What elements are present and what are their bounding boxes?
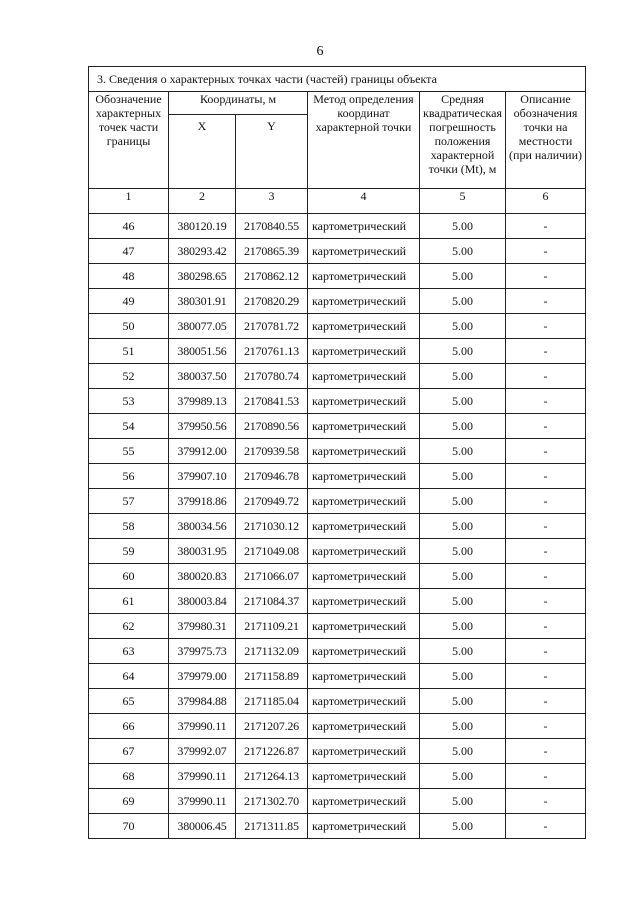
y-coordinate-cell: 2171158.89 [236, 664, 308, 689]
x-coordinate-cell: 379979.00 [169, 664, 236, 689]
x-coordinate-cell: 379918.86 [169, 489, 236, 514]
error-cell: 5.00 [420, 489, 506, 514]
table-row [89, 614, 586, 639]
section-title: 3. Сведения о характерных точках части (частей) границы объекта [89, 67, 586, 92]
error-cell: 5.00 [420, 364, 506, 389]
y-coordinate-cell: 2171264.13 [236, 764, 308, 789]
point-id-cell: 64 [89, 664, 169, 689]
point-id-cell: 52 [89, 364, 169, 389]
x-coordinate-cell: 379984.88 [169, 689, 236, 714]
table-body [89, 214, 586, 839]
error-cell: 5.00 [420, 239, 506, 264]
boundary-points-table [88, 66, 586, 839]
error-cell: 5.00 [420, 339, 506, 364]
error-cell: 5.00 [420, 314, 506, 339]
point-id-cell: 57 [89, 489, 169, 514]
point-id-cell: 70 [89, 814, 169, 839]
description-cell: - [506, 239, 586, 264]
y-coordinate-cell: 2171132.09 [236, 639, 308, 664]
header-error: Средняя квадратическая погрешность положения характерной точки (Mt), м [420, 92, 506, 189]
y-coordinate-cell: 2171302.70 [236, 789, 308, 814]
point-id-cell: 68 [89, 764, 169, 789]
table-row [89, 389, 586, 414]
description-cell: - [506, 564, 586, 589]
method-cell: картометрический [308, 339, 420, 364]
table-row [89, 464, 586, 489]
point-id-cell: 63 [89, 639, 169, 664]
table-row [89, 489, 586, 514]
error-cell: 5.00 [420, 264, 506, 289]
table-row [89, 789, 586, 814]
description-cell: - [506, 214, 586, 239]
x-coordinate-cell: 380077.05 [169, 314, 236, 339]
table-row [89, 689, 586, 714]
x-coordinate-cell: 379990.11 [169, 714, 236, 739]
table-row [89, 214, 586, 239]
table-row [89, 664, 586, 689]
x-coordinate-cell: 380003.84 [169, 589, 236, 614]
description-cell: - [506, 739, 586, 764]
header-method: Метод определения координат характерной точки [308, 92, 420, 189]
x-coordinate-cell: 380120.19 [169, 214, 236, 239]
point-id-cell: 51 [89, 339, 169, 364]
table-row [89, 339, 586, 364]
column-number: 2 [169, 189, 236, 214]
error-cell: 5.00 [420, 439, 506, 464]
table-row [89, 314, 586, 339]
header-point: Обозначение характерных точек части границы [89, 92, 169, 189]
description-cell: - [506, 539, 586, 564]
x-coordinate-cell: 379990.11 [169, 764, 236, 789]
table-row [89, 239, 586, 264]
y-coordinate-cell: 2170780.74 [236, 364, 308, 389]
table-row [89, 414, 586, 439]
y-coordinate-cell: 2171207.26 [236, 714, 308, 739]
description-cell: - [506, 439, 586, 464]
y-coordinate-cell: 2171311.85 [236, 814, 308, 839]
y-coordinate-cell: 2171226.87 [236, 739, 308, 764]
method-cell: картометрический [308, 764, 420, 789]
point-id-cell: 55 [89, 439, 169, 464]
description-cell: - [506, 339, 586, 364]
point-id-cell: 60 [89, 564, 169, 589]
y-coordinate-cell: 2171185.04 [236, 689, 308, 714]
point-id-cell: 65 [89, 689, 169, 714]
page-number: 6 [316, 44, 324, 59]
y-coordinate-cell: 2170761.13 [236, 339, 308, 364]
method-cell: картометрический [308, 314, 420, 339]
column-number: 5 [420, 189, 506, 214]
description-cell: - [506, 414, 586, 439]
y-coordinate-cell: 2171066.07 [236, 564, 308, 589]
y-coordinate-cell: 2170840.55 [236, 214, 308, 239]
point-id-cell: 47 [89, 239, 169, 264]
description-cell: - [506, 614, 586, 639]
description-cell: - [506, 364, 586, 389]
error-cell: 5.00 [420, 589, 506, 614]
point-id-cell: 66 [89, 714, 169, 739]
x-coordinate-cell: 380031.95 [169, 539, 236, 564]
error-cell: 5.00 [420, 614, 506, 639]
method-cell: картометрический [308, 489, 420, 514]
point-id-cell: 58 [89, 514, 169, 539]
column-number: 1 [89, 189, 169, 214]
description-cell: - [506, 289, 586, 314]
method-cell: картометрический [308, 239, 420, 264]
x-coordinate-cell: 379990.11 [169, 789, 236, 814]
column-number: 3 [236, 189, 308, 214]
table-row [89, 764, 586, 789]
table-row [89, 814, 586, 839]
method-cell: картометрический [308, 264, 420, 289]
description-cell: - [506, 514, 586, 539]
error-cell: 5.00 [420, 539, 506, 564]
description-cell: - [506, 489, 586, 514]
description-cell: - [506, 589, 586, 614]
method-cell: картометрический [308, 639, 420, 664]
y-coordinate-cell: 2170841.53 [236, 389, 308, 414]
y-coordinate-cell: 2171049.08 [236, 539, 308, 564]
point-id-cell: 46 [89, 214, 169, 239]
description-cell: - [506, 789, 586, 814]
x-coordinate-cell: 380051.56 [169, 339, 236, 364]
y-coordinate-cell: 2170890.56 [236, 414, 308, 439]
y-coordinate-cell: 2170939.58 [236, 439, 308, 464]
x-coordinate-cell: 380298.65 [169, 264, 236, 289]
x-coordinate-cell: 380301.91 [169, 289, 236, 314]
y-coordinate-cell: 2170865.39 [236, 239, 308, 264]
table-row [89, 364, 586, 389]
x-coordinate-cell: 379992.07 [169, 739, 236, 764]
method-cell: картометрический [308, 414, 420, 439]
x-coordinate-cell: 379912.00 [169, 439, 236, 464]
method-cell: картометрический [308, 789, 420, 814]
x-coordinate-cell: 379950.56 [169, 414, 236, 439]
header-coordinates: Координаты, м [169, 92, 308, 115]
method-cell: картометрический [308, 614, 420, 639]
description-cell: - [506, 389, 586, 414]
point-id-cell: 48 [89, 264, 169, 289]
header-y: Y [236, 115, 308, 189]
error-cell: 5.00 [420, 414, 506, 439]
description-cell: - [506, 714, 586, 739]
description-cell: - [506, 264, 586, 289]
table-row [89, 639, 586, 664]
method-cell: картометрический [308, 664, 420, 689]
method-cell: картометрический [308, 439, 420, 464]
description-cell: - [506, 314, 586, 339]
table-row [89, 714, 586, 739]
description-cell: - [506, 814, 586, 839]
table-row [89, 539, 586, 564]
method-cell: картометрический [308, 364, 420, 389]
y-coordinate-cell: 2170862.12 [236, 264, 308, 289]
method-cell: картометрический [308, 214, 420, 239]
point-id-cell: 69 [89, 789, 169, 814]
point-id-cell: 62 [89, 614, 169, 639]
error-cell: 5.00 [420, 714, 506, 739]
method-cell: картометрический [308, 289, 420, 314]
method-cell: картометрический [308, 739, 420, 764]
method-cell: картометрический [308, 389, 420, 414]
description-cell: - [506, 639, 586, 664]
error-cell: 5.00 [420, 689, 506, 714]
method-cell: картометрический [308, 539, 420, 564]
error-cell: 5.00 [420, 664, 506, 689]
header-x: X [169, 115, 236, 189]
y-coordinate-cell: 2171030.12 [236, 514, 308, 539]
table-row [89, 564, 586, 589]
error-cell: 5.00 [420, 514, 506, 539]
error-cell: 5.00 [420, 289, 506, 314]
method-cell: картометрический [308, 814, 420, 839]
y-coordinate-cell: 2171084.37 [236, 589, 308, 614]
point-id-cell: 53 [89, 389, 169, 414]
x-coordinate-cell: 380020.83 [169, 564, 236, 589]
point-id-cell: 50 [89, 314, 169, 339]
error-cell: 5.00 [420, 814, 506, 839]
y-coordinate-cell: 2170949.72 [236, 489, 308, 514]
error-cell: 5.00 [420, 564, 506, 589]
table-row [89, 589, 586, 614]
column-number: 6 [506, 189, 586, 214]
error-cell: 5.00 [420, 389, 506, 414]
description-cell: - [506, 689, 586, 714]
method-cell: картометрический [308, 514, 420, 539]
error-cell: 5.00 [420, 214, 506, 239]
error-cell: 5.00 [420, 639, 506, 664]
method-cell: картометрический [308, 464, 420, 489]
point-id-cell: 49 [89, 289, 169, 314]
table-row [89, 514, 586, 539]
x-coordinate-cell: 379975.73 [169, 639, 236, 664]
point-id-cell: 59 [89, 539, 169, 564]
error-cell: 5.00 [420, 789, 506, 814]
y-coordinate-cell: 2170781.72 [236, 314, 308, 339]
y-coordinate-cell: 2170946.78 [236, 464, 308, 489]
description-cell: - [506, 464, 586, 489]
description-cell: - [506, 664, 586, 689]
x-coordinate-cell: 379980.31 [169, 614, 236, 639]
error-cell: 5.00 [420, 464, 506, 489]
table-row [89, 289, 586, 314]
table-row [89, 439, 586, 464]
table-row [89, 264, 586, 289]
y-coordinate-cell: 2171109.21 [236, 614, 308, 639]
point-id-cell: 56 [89, 464, 169, 489]
method-cell: картометрический [308, 589, 420, 614]
method-cell: картометрический [308, 564, 420, 589]
header-description: Описание обозначения точки на местности (при наличии) [506, 92, 586, 189]
x-coordinate-cell: 380034.56 [169, 514, 236, 539]
description-cell: - [506, 764, 586, 789]
point-id-cell: 61 [89, 589, 169, 614]
point-id-cell: 54 [89, 414, 169, 439]
error-cell: 5.00 [420, 764, 506, 789]
x-coordinate-cell: 380293.42 [169, 239, 236, 264]
x-coordinate-cell: 380006.45 [169, 814, 236, 839]
point-id-cell: 67 [89, 739, 169, 764]
column-number: 4 [308, 189, 420, 214]
x-coordinate-cell: 379989.13 [169, 389, 236, 414]
method-cell: картометрический [308, 714, 420, 739]
table-row [89, 739, 586, 764]
x-coordinate-cell: 379907.10 [169, 464, 236, 489]
x-coordinate-cell: 380037.50 [169, 364, 236, 389]
error-cell: 5.00 [420, 739, 506, 764]
column-number-row [89, 189, 586, 214]
y-coordinate-cell: 2170820.29 [236, 289, 308, 314]
method-cell: картометрический [308, 689, 420, 714]
